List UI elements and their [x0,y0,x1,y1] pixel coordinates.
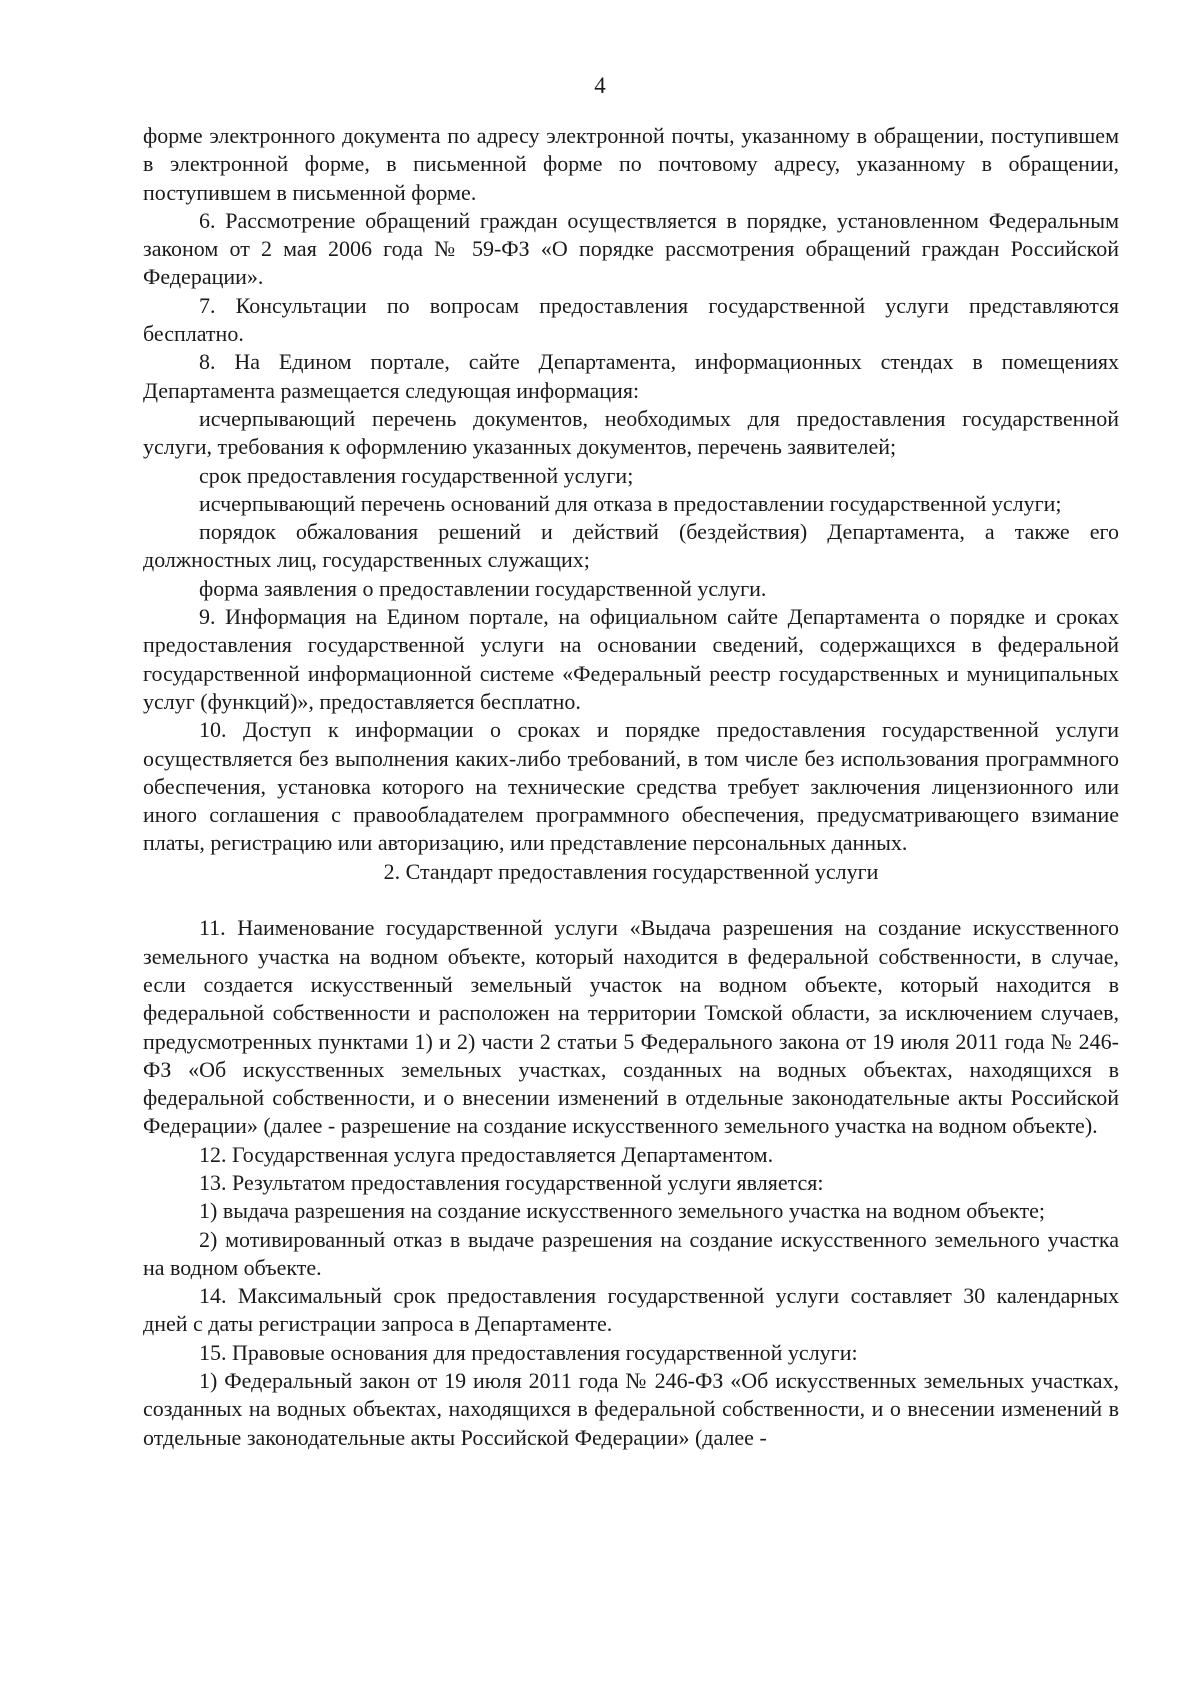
paragraph-14: 14. Максимальный срок предоставления государственной услуги составляет 30 календарных дней с даты регистрации запроса в Департаменте. [143,1283,1119,1337]
paragraph-15: 15. Правовые основания для предоставления государственной услуги: [199,1339,858,1365]
list-item-refusal-grounds: исчерпывающий перечень оснований для отказа в предоставлении государственной услуги; [199,490,1062,516]
result-item-2: 2) мотивированный отказ в выдаче разрешения на создание искусственного земельного участка на водном объекте. [143,1226,1119,1280]
paragraph-12: 12. Государственная услуга предоставляется Департаментом. [199,1141,774,1167]
paragraph-6: 6. Рассмотрение обращений граждан осуществляется в порядке, установленном Федеральным законом от 2 мая 2006 года № 59-ФЗ «О порядке рассмотрения обращений граждан Российской Федерации». [143,207,1119,290]
result-item-1: 1) выдача разрешения на создание искусственного земельного участка на водном объекте; [199,1198,1045,1224]
paragraph-13: 13. Результатом предоставления государственной услуги является: [199,1169,824,1195]
list-item-appeal: порядок обжалования решений и действий (бездействия) Департамента, а также его должностных лиц, государственных служащих; [143,519,1119,573]
page-number: 4 [594,73,606,98]
paragraph-continuation: форме электронного документа по адресу электронной почты, указанному в обращении, поступившем в электронной форме, в письменной форме по почтовому адресу, указанному в обращении, поступившем в письменной форме. [143,123,1119,205]
paragraph-10: 10. Доступ к информации о сроках и порядке предоставления государственной услуги осуществляется без выполнения каких-либо требований, в том числе без использования программного обеспечения, установка которого на технические средства требует заключения лицензионного или иного соглашения с правообладателем программного обеспечения, предусматривающего взимание платы, регистрацию или авторизацию, или представление персональных данных. [143,717,1119,856]
section-title: 2. Стандарт предоставления государственной услуги [383,858,879,884]
paragraph-9: 9. Информация на Едином портале, на официальном сайте Департамента о порядке и сроках предоставления государственной услуги на основании сведений, содержащихся в федеральной государственной информационной системе «Федеральный реестр государственных и муниципальных услуг (функций)», предоставляется бесплатно. [143,604,1119,714]
document-body [143,122,1119,1452]
legal-basis-item-1: 1) Федеральный закон от 19 июля 2011 года № 246-ФЗ «Об искусственных земельных участках, созданных на водных объектах, находящихся в федеральной собственности, и о внесении изменений в отдельные законодательные акты Российской Федерации» (далее - [143,1368,1119,1450]
paragraph-8: 8. На Едином портале, сайте Департамента, информационных стендах в помещениях Департамента размещается следующая информация: [143,349,1119,403]
paragraph-11: 11. Наименование государственной услуги «Выдача разрешения на создание искусственного земельного участка на водном объекте, который находится в федеральной собственности, в случае, если создается искусственный земельный участок на водном объекте, который находится в федеральной собственности и расположен на территории Томской области, за исключением случаев, предусмотренных пунктами 1) и 2) части 2 статьи 5 Федерального закона от 19 июля 2011 года № 246-ФЗ «Об искусственных земельных участках, созданных на водных объектах, находящихся в федеральной собственности, и о внесении изменений в отдельные законодательные акты Российской Федерации» (далее - разрешение на создание искусственного земельного участка на водном объекте). [143,915,1119,1139]
paragraph-7: 7. Консультации по вопросам предоставления государственной услуги представляются бесплатно. [143,292,1119,347]
list-item-term: срок предоставления государственной услуги; [199,462,634,488]
list-item-documents: исчерпывающий перечень документов, необходимых для предоставления государственной услуги, требования к оформлению указанных документов, перечень заявителей; [143,405,1119,460]
list-item-application-form: форма заявления о предоставлении государственной услуги. [199,575,767,601]
